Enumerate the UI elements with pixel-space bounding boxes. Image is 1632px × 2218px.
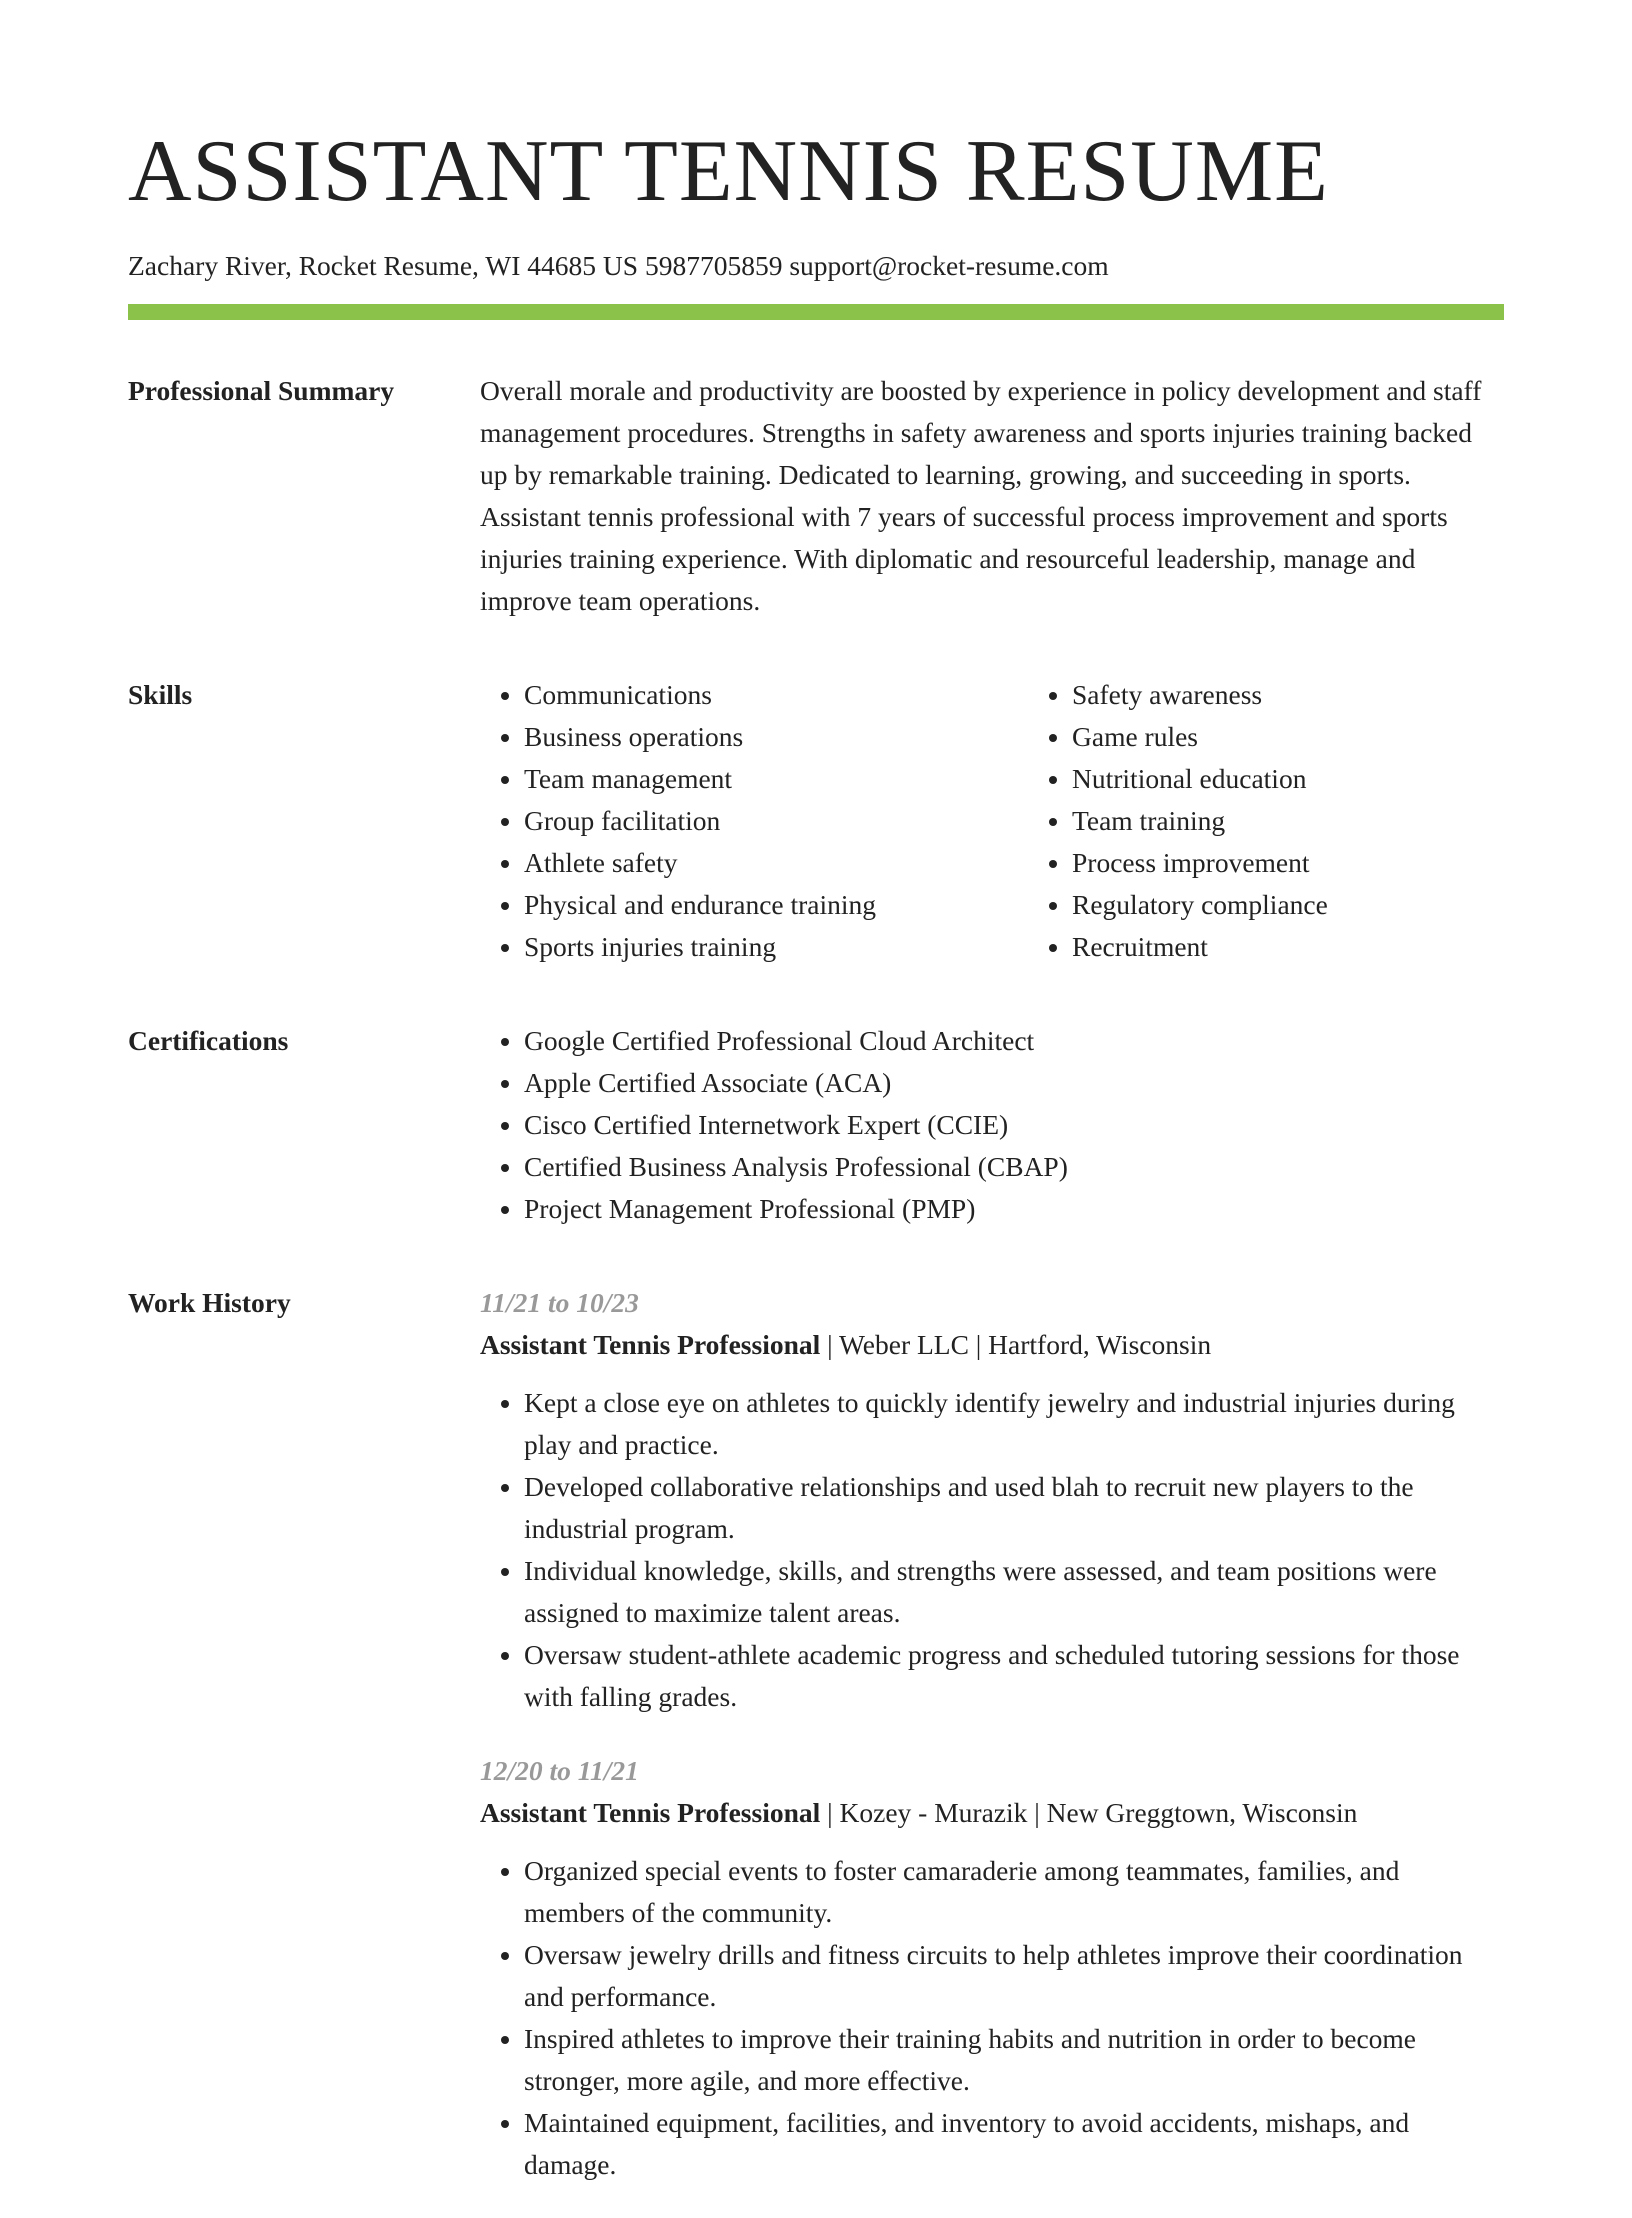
list-item: • Individual knowledge, skills, and strengths were assessed, and team positions were assigned to maximize talent areas. [524,1550,1504,1634]
job-details: | Weber LLC | Hartford, Wisconsin [820,1329,1212,1360]
job-heading [480,1792,1504,1834]
list-item: • Organized special events to foster camaraderie among teammates, families, and members of the community. [524,1850,1504,1934]
list-item: • Developed collaborative relationships and used blah to recruit new players to the industrial program. [524,1466,1504,1550]
section-label-certifications: Certifications [128,1025,289,1056]
summary-section [128,370,1504,622]
list-item: • Process improvement [1072,842,1576,884]
list-item: • Kept a close eye on athletes to quickly identify jewelry and industrial injuries during play and practice. [524,1382,1504,1466]
certifications-section [128,1020,1504,1230]
list-item: • Maintained equipment, facilities, and inventory to avoid accidents, mishaps, and damage. [524,2102,1504,2186]
job-bullets [480,1382,1504,1718]
skills-list-left [480,674,1028,968]
list-item: • Regulatory compliance [1072,884,1576,926]
job-title: Assistant Tennis Professional [480,1329,821,1360]
list-item: • Team management [524,758,1028,800]
list-item: • Cisco Certified Internetwork Expert (CCIE) [524,1104,1504,1146]
section-label-summary: Professional Summary [128,375,395,406]
job-bullets [480,1850,1504,2186]
list-item: • Recruitment [1072,926,1576,968]
list-item: • Oversaw jewelry drills and fitness circuits to help athletes improve their coordination and performance. [524,1934,1504,2018]
job-entry [480,1750,1504,2186]
certifications-list [480,1020,1504,1230]
resume-title: ASSISTANT TENNIS RESUME [128,123,1329,220]
list-item: • Nutritional education [1072,758,1576,800]
list-item: • Team training [1072,800,1576,842]
list-item: • Certified Business Analysis Professional (CBAP) [524,1146,1504,1188]
list-item: • Game rules [1072,716,1576,758]
job-dates: 12/20 to 11/21 [480,1755,639,1786]
work-history-section [128,1282,1504,2218]
list-item: • Project Management Professional (PMP) [524,1188,1504,1230]
summary-text: Overall morale and productivity are boosted by experience in policy development and staff management procedures. Strengths in safety awareness and sports injuries training backed up by remarkable training. Dedicated to learning, growing, and succeeding in sports. Assistant tennis professional with 7 years of successful process improvement and sports injuries training experience. With diplomatic and resourceful leadership, manage and improve team operations. [480,375,1482,616]
list-item: • Safety awareness [1072,674,1576,716]
list-item: • Inspired athletes to improve their training habits and nutrition in order to become stronger, more agile, and more effective. [524,2018,1504,2102]
section-label-work-history: Work History [128,1287,291,1318]
job-dates: 11/21 to 10/23 [480,1287,639,1318]
section-label-skills: Skills [128,679,193,710]
job-heading [480,1324,1504,1366]
contact-line: Zachary River, Rocket Resume, WI 44685 US 5987705859 support@rocket-resume.com [128,250,1109,281]
list-item: • Athlete safety [524,842,1028,884]
list-item: • Google Certified Professional Cloud Architect [524,1020,1504,1062]
list-item: • Group facilitation [524,800,1028,842]
skills-list-right [1028,674,1576,968]
accent-divider [128,304,1504,320]
list-item: • Apple Certified Associate (ACA) [524,1062,1504,1104]
list-item: • Communications [524,674,1028,716]
list-item: • Oversaw student-athlete academic progress and scheduled tutoring sessions for those with falling grades. [524,1634,1504,1718]
list-item: • Sports injuries training [524,926,1028,968]
list-item: • Business operations [524,716,1028,758]
job-details: | Kozey - Murazik | New Greggtown, Wisconsin [820,1797,1358,1828]
list-item: • Physical and endurance training [524,884,1028,926]
job-entry [480,1282,1504,1718]
job-title: Assistant Tennis Professional [480,1797,821,1828]
skills-section [128,674,1504,968]
